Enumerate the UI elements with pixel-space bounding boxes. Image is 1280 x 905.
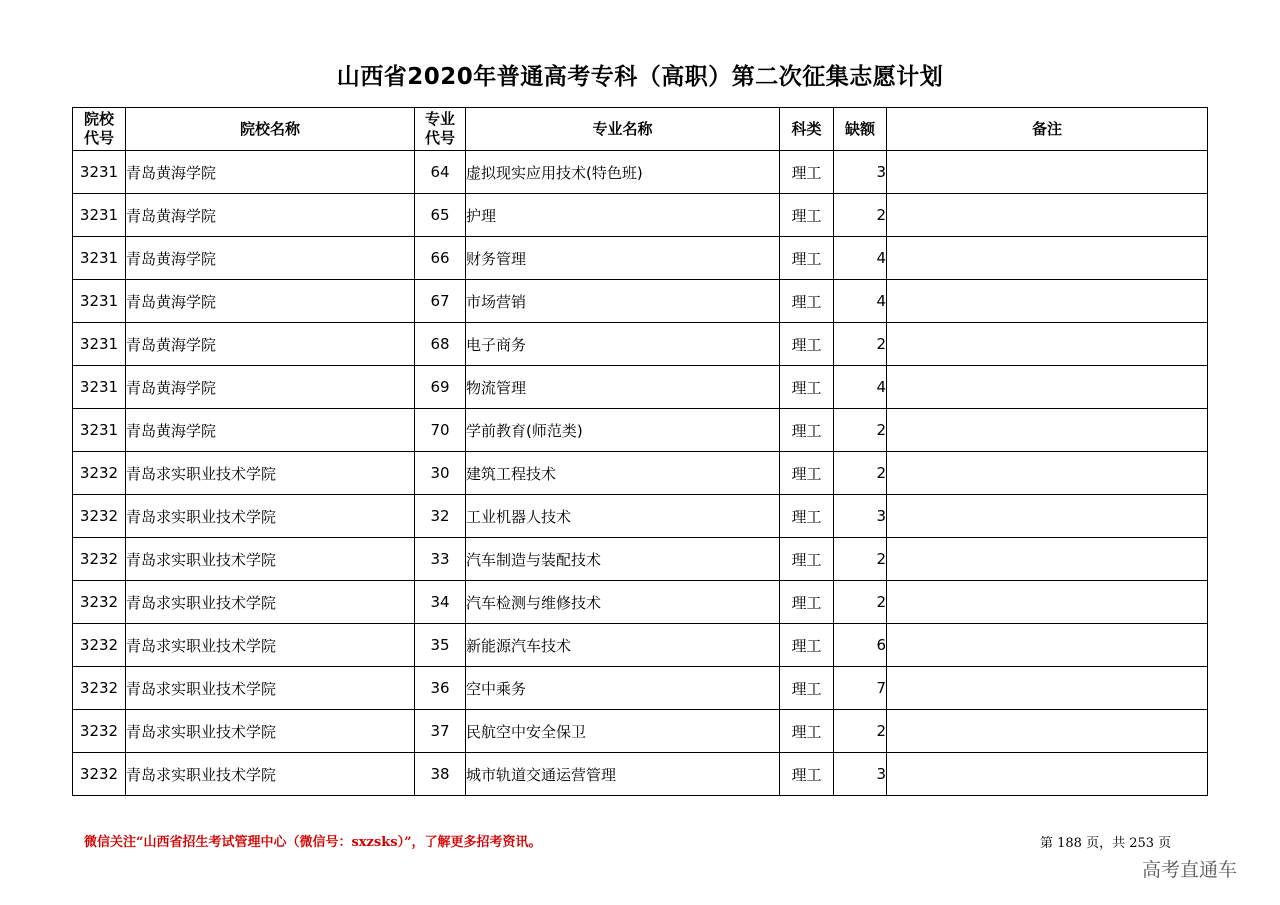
cell-major-code: 66 bbox=[415, 237, 466, 280]
cell-school-name: 青岛求实职业技术学院 bbox=[126, 495, 415, 538]
cell-school-code: 3231 bbox=[73, 409, 126, 452]
cell-major-code: 36 bbox=[415, 667, 466, 710]
cell-major-code: 38 bbox=[415, 753, 466, 796]
cell-remark bbox=[887, 280, 1208, 323]
cell-remark bbox=[887, 667, 1208, 710]
cell-major-code: 67 bbox=[415, 280, 466, 323]
cell-major-code: 69 bbox=[415, 366, 466, 409]
cell-vacancy: 3 bbox=[834, 495, 887, 538]
cell-major-name: 城市轨道交通运营管理 bbox=[466, 753, 780, 796]
table-row bbox=[73, 409, 1208, 452]
cell-school-name: 青岛黄海学院 bbox=[126, 366, 415, 409]
cell-remark bbox=[887, 753, 1208, 796]
table-row bbox=[73, 495, 1208, 538]
cell-category: 理工 bbox=[780, 409, 834, 452]
cell-vacancy: 2 bbox=[834, 710, 887, 753]
table-row bbox=[73, 323, 1208, 366]
cell-school-code: 3231 bbox=[73, 323, 126, 366]
cell-major-name: 虚拟现实应用技术(特色班) bbox=[466, 151, 780, 194]
cell-major-name: 汽车检测与维修技术 bbox=[466, 581, 780, 624]
cell-vacancy: 4 bbox=[834, 366, 887, 409]
cell-category: 理工 bbox=[780, 710, 834, 753]
cell-major-name: 电子商务 bbox=[466, 323, 780, 366]
cell-major-name: 建筑工程技术 bbox=[466, 452, 780, 495]
footer-wechat-note: 微信关注“山西省招生考试管理中心（微信号：sxzsks）”，了解更多招考资讯。 bbox=[84, 835, 542, 850]
cell-major-code: 65 bbox=[415, 194, 466, 237]
header-vacancy: 缺额 bbox=[834, 108, 887, 151]
cell-school-name: 青岛黄海学院 bbox=[126, 409, 415, 452]
table-row bbox=[73, 753, 1208, 796]
cell-vacancy: 3 bbox=[834, 753, 887, 796]
cell-category: 理工 bbox=[780, 452, 834, 495]
cell-category: 理工 bbox=[780, 280, 834, 323]
table-header-row bbox=[73, 108, 1208, 151]
cell-school-name: 青岛黄海学院 bbox=[126, 237, 415, 280]
cell-category: 理工 bbox=[780, 151, 834, 194]
header-major-code: 专业 代号 bbox=[415, 108, 466, 151]
cell-major-code: 32 bbox=[415, 495, 466, 538]
cell-school-code: 3231 bbox=[73, 366, 126, 409]
cell-remark bbox=[887, 581, 1208, 624]
cell-category: 理工 bbox=[780, 538, 834, 581]
cell-school-code: 3232 bbox=[73, 624, 126, 667]
cell-vacancy: 2 bbox=[834, 581, 887, 624]
cell-school-code: 3231 bbox=[73, 280, 126, 323]
cell-remark bbox=[887, 538, 1208, 581]
table-row bbox=[73, 151, 1208, 194]
table-row bbox=[73, 194, 1208, 237]
page-title: 山西省2020年普通高考专科（高职）第二次征集志愿计划 bbox=[336, 64, 944, 90]
cell-vacancy: 4 bbox=[834, 237, 887, 280]
cell-school-code: 3232 bbox=[73, 710, 126, 753]
cell-school-name: 青岛黄海学院 bbox=[126, 280, 415, 323]
cell-school-name: 青岛求实职业技术学院 bbox=[126, 667, 415, 710]
table-row bbox=[73, 624, 1208, 667]
cell-school-name: 青岛黄海学院 bbox=[126, 194, 415, 237]
cell-vacancy: 4 bbox=[834, 280, 887, 323]
cell-school-name: 青岛求实职业技术学院 bbox=[126, 581, 415, 624]
cell-major-code: 35 bbox=[415, 624, 466, 667]
header-category: 科类 bbox=[780, 108, 834, 151]
cell-category: 理工 bbox=[780, 323, 834, 366]
cell-major-code: 33 bbox=[415, 538, 466, 581]
cell-school-name: 青岛求实职业技术学院 bbox=[126, 538, 415, 581]
cell-vacancy: 7 bbox=[834, 667, 887, 710]
header-school-code: 院校 代号 bbox=[73, 108, 126, 151]
cell-major-code: 68 bbox=[415, 323, 466, 366]
cell-school-name: 青岛黄海学院 bbox=[126, 151, 415, 194]
cell-school-code: 3232 bbox=[73, 452, 126, 495]
table-row bbox=[73, 710, 1208, 753]
cell-school-name: 青岛求实职业技术学院 bbox=[126, 710, 415, 753]
cell-category: 理工 bbox=[780, 624, 834, 667]
plan-table bbox=[72, 107, 1208, 796]
page-number: 第 188 页，共 253 页 bbox=[1040, 836, 1172, 851]
cell-category: 理工 bbox=[780, 667, 834, 710]
cell-school-name: 青岛求实职业技术学院 bbox=[126, 753, 415, 796]
cell-major-code: 64 bbox=[415, 151, 466, 194]
cell-major-name: 学前教育(师范类) bbox=[466, 409, 780, 452]
table-row bbox=[73, 280, 1208, 323]
cell-remark bbox=[887, 237, 1208, 280]
cell-major-code: 37 bbox=[415, 710, 466, 753]
cell-school-code: 3231 bbox=[73, 194, 126, 237]
cell-vacancy: 3 bbox=[834, 151, 887, 194]
cell-vacancy: 2 bbox=[834, 409, 887, 452]
cell-major-name: 空中乘务 bbox=[466, 667, 780, 710]
cell-vacancy: 2 bbox=[834, 323, 887, 366]
table-row bbox=[73, 237, 1208, 280]
cell-category: 理工 bbox=[780, 753, 834, 796]
cell-school-code: 3232 bbox=[73, 667, 126, 710]
cell-major-code: 70 bbox=[415, 409, 466, 452]
cell-school-name: 青岛黄海学院 bbox=[126, 323, 415, 366]
watermark: 高考直通车 bbox=[1142, 859, 1238, 881]
header-school-name: 院校名称 bbox=[126, 108, 415, 151]
cell-school-name: 青岛求实职业技术学院 bbox=[126, 624, 415, 667]
cell-category: 理工 bbox=[780, 581, 834, 624]
cell-category: 理工 bbox=[780, 495, 834, 538]
cell-school-code: 3231 bbox=[73, 151, 126, 194]
cell-major-name: 财务管理 bbox=[466, 237, 780, 280]
cell-school-name: 青岛求实职业技术学院 bbox=[126, 452, 415, 495]
cell-major-name: 护理 bbox=[466, 194, 780, 237]
cell-major-name: 物流管理 bbox=[466, 366, 780, 409]
cell-major-name: 汽车制造与装配技术 bbox=[466, 538, 780, 581]
cell-vacancy: 2 bbox=[834, 194, 887, 237]
cell-school-code: 3231 bbox=[73, 237, 126, 280]
table-row bbox=[73, 581, 1208, 624]
cell-major-code: 34 bbox=[415, 581, 466, 624]
cell-remark bbox=[887, 194, 1208, 237]
cell-category: 理工 bbox=[780, 237, 834, 280]
cell-vacancy: 2 bbox=[834, 538, 887, 581]
table-row bbox=[73, 667, 1208, 710]
cell-category: 理工 bbox=[780, 194, 834, 237]
cell-vacancy: 2 bbox=[834, 452, 887, 495]
table-row bbox=[73, 366, 1208, 409]
header-major-name: 专业名称 bbox=[466, 108, 780, 151]
table-row bbox=[73, 452, 1208, 495]
cell-remark bbox=[887, 409, 1208, 452]
cell-remark bbox=[887, 323, 1208, 366]
cell-school-code: 3232 bbox=[73, 753, 126, 796]
cell-remark bbox=[887, 624, 1208, 667]
cell-remark bbox=[887, 495, 1208, 538]
table-body bbox=[73, 151, 1208, 796]
cell-major-name: 民航空中安全保卫 bbox=[466, 710, 780, 753]
table-row bbox=[73, 538, 1208, 581]
header-remark: 备注 bbox=[887, 108, 1208, 151]
cell-major-name: 新能源汽车技术 bbox=[466, 624, 780, 667]
cell-school-code: 3232 bbox=[73, 495, 126, 538]
cell-remark bbox=[887, 710, 1208, 753]
cell-major-name: 市场营销 bbox=[466, 280, 780, 323]
cell-major-name: 工业机器人技术 bbox=[466, 495, 780, 538]
cell-remark bbox=[887, 452, 1208, 495]
cell-remark bbox=[887, 366, 1208, 409]
cell-vacancy: 6 bbox=[834, 624, 887, 667]
cell-category: 理工 bbox=[780, 366, 834, 409]
cell-major-code: 30 bbox=[415, 452, 466, 495]
cell-school-code: 3232 bbox=[73, 538, 126, 581]
cell-school-code: 3232 bbox=[73, 581, 126, 624]
cell-remark bbox=[887, 151, 1208, 194]
